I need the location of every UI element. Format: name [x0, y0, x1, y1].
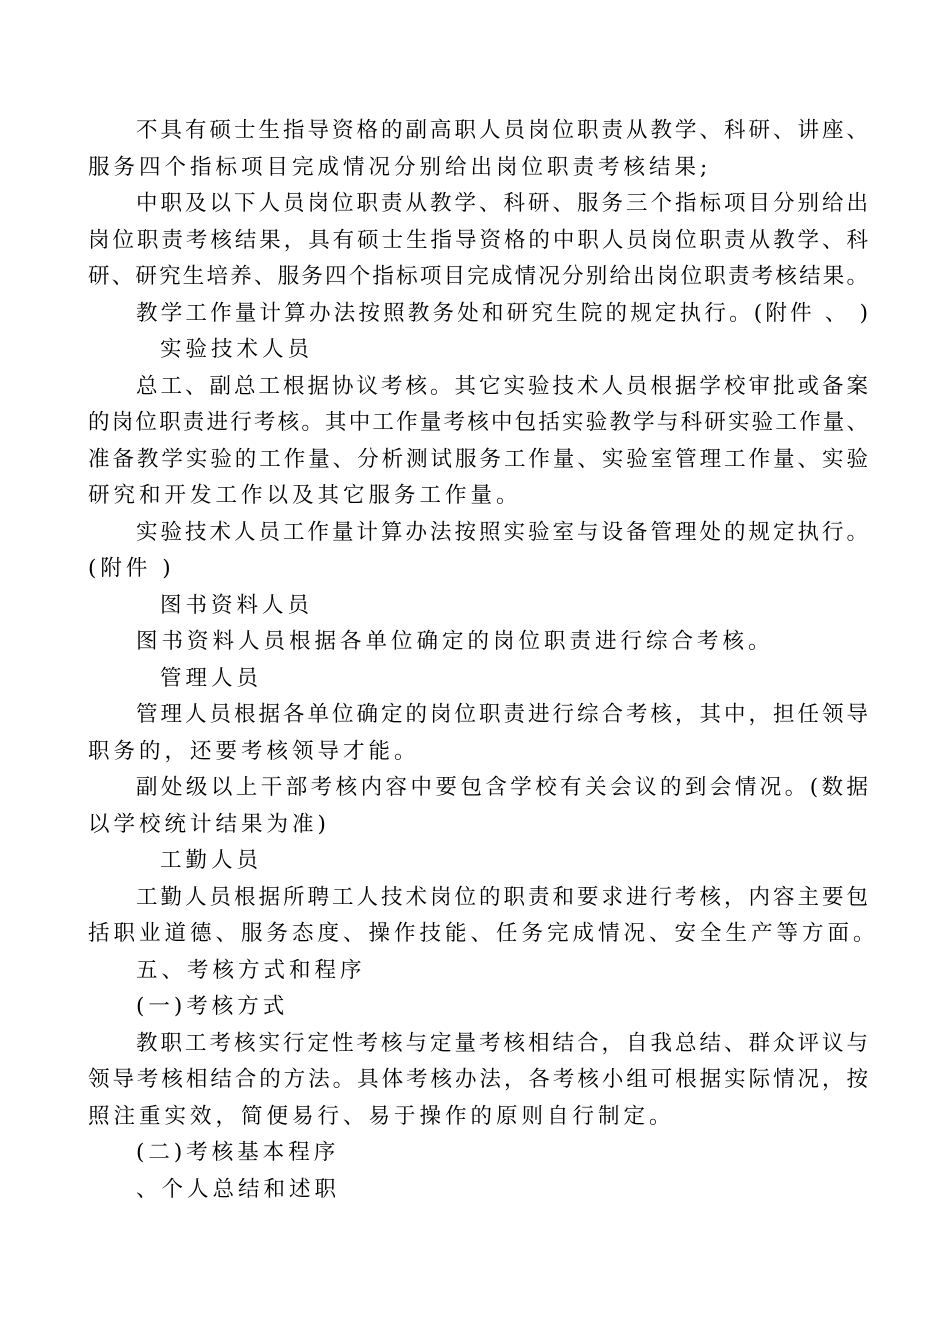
section-heading: 图书资料人员: [160, 592, 314, 618]
paragraph-line: 教学工作量计算办法按照教务处和研究生院的规定执行。(附件 、 ): [136, 300, 868, 326]
paragraph-line: 图书资料人员根据各单位确定的岗位职责进行综合考核。: [136, 629, 774, 654]
paragraph-line: (附件 ): [88, 556, 175, 581]
section-heading: 管理人员: [160, 665, 263, 691]
paragraph-line: 括职业道德、服务态度、操作技能、任务完成情况、安全生产等方面。: [88, 921, 879, 946]
paragraph-line: 职务的，还要考核领导才能。: [88, 738, 420, 764]
paragraph-line: 研、研究生培养、服务四个指标项目完成情况分别给出岗位职责考核结果。: [88, 264, 868, 289]
paragraph-line: 研究和开发工作以及其它服务工作量。: [88, 483, 522, 508]
paragraph-line: 领导考核相结合的方法。具体考核办法，各考核小组可根据实际情况，按: [88, 1067, 868, 1092]
paragraph-line: 中职及以下人员岗位职责从教学、科研、服务三个指标项目分别给出: [136, 191, 868, 216]
section-heading: 实验技术人员: [160, 337, 314, 362]
section-heading: 五、考核方式和程序: [136, 957, 366, 983]
paragraph-line: 教职工考核实行定性考核与定量考核相结合，自我总结、群众评议与: [136, 1030, 868, 1056]
subsection-heading: (一)考核方式: [136, 994, 289, 1019]
paragraph-line: 准备教学实验的工作量、分析测试服务工作量、实验室管理工作量、实验: [88, 446, 868, 472]
paragraph-line: 总工、副总工根据协议考核。其它实验技术人员根据学校审批或备案: [136, 373, 868, 399]
section-heading: 工勤人员: [160, 848, 263, 873]
document-body: [88, 113, 879, 1208]
paragraph-line: 岗位职责考核结果，具有硕士生指导资格的中职人员岗位职责从教学、科: [88, 227, 868, 253]
list-item: 、个人总结和述职: [136, 1176, 341, 1202]
paragraph-line: 副处级以上干部考核内容中要包含学校有关会议的到会情况。(数据: [136, 775, 868, 800]
paragraph-line: 管理人员根据各单位确定的岗位职责进行综合考核，其中，担任领导: [136, 702, 868, 727]
paragraph-line: 实验技术人员工作量计算办法按照实验室与设备管理处的规定执行。: [136, 519, 868, 545]
paragraph-line: 工勤人员根据所聘工人技术岗位的职责和要求进行考核，内容主要包: [136, 884, 868, 910]
paragraph-line: 照注重实效，简便易行、易于操作的原则自行制定。: [88, 1103, 675, 1129]
paragraph-line: 服务四个指标项目完成情况分别给出岗位职责考核结果;: [88, 154, 712, 180]
subsection-heading: (二)考核基本程序: [136, 1140, 340, 1165]
paragraph-line: 以学校统计结果为准): [88, 811, 330, 837]
paragraph-line: 不具有硕士生指导资格的副高职人员岗位职责从教学、科研、讲座、: [136, 118, 868, 143]
paragraph-line: 的岗位职责进行考核。其中工作量考核中包括实验教学与科研实验工作量、: [88, 410, 868, 435]
